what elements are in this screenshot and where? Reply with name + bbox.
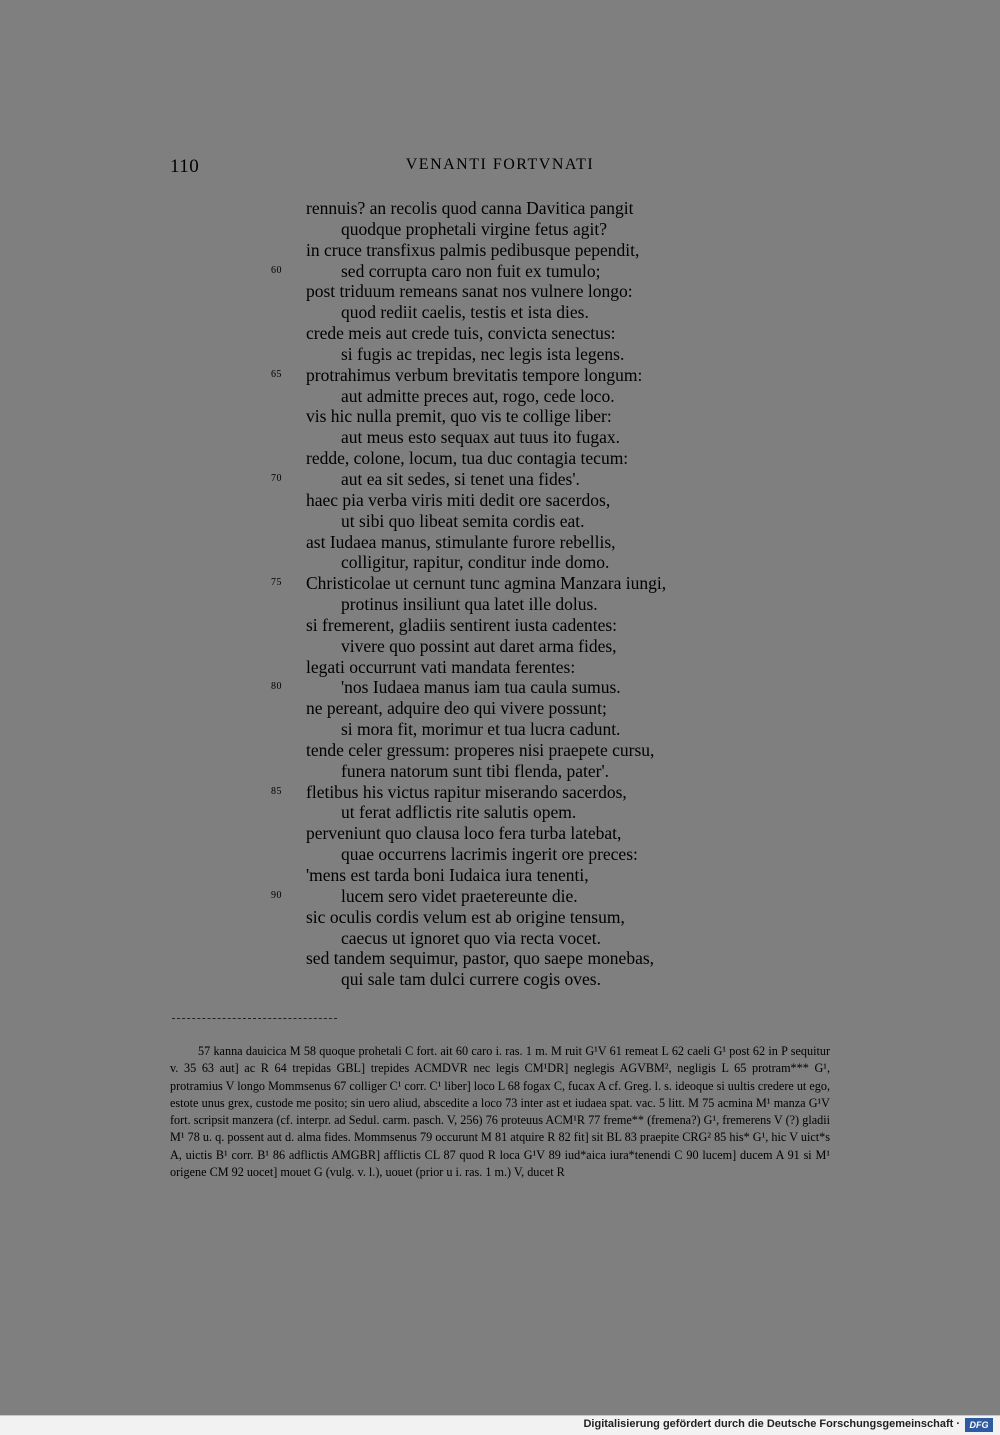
line-number: 90: [271, 889, 282, 901]
verse-text: legati occurrunt vati mandata ferentes:: [306, 656, 576, 677]
verse-line: [0, 240, 1000, 261]
line-number: 60: [271, 264, 282, 276]
verse-text: quae occurrens lacrimis ingerit ore preces:: [341, 844, 638, 865]
verse-text: ut sibi quo libeat semita cordis eat.: [341, 510, 585, 531]
verse-line: [0, 490, 1000, 511]
verse-line: [0, 219, 1000, 240]
verse-line: [0, 719, 1000, 740]
verse-text: ut ferat adflictis rite salutis opem.: [341, 802, 577, 823]
funding-credit: Digitalisierung gefördert durch die Deutsche Forschungsgemeinschaft ·: [583, 1418, 960, 1430]
dfg-logo-icon: DFG: [965, 1418, 993, 1432]
critical-apparatus: 57 kanna dauicica M 58 quoque prohetali C fort. ait 60 caro i. ras. 1 m. M ruit G¹V 61 remeat L 62 caeli G¹ post 62 in P sequitur v. 35 63 aut] ac R 64 trepidas GBL] trepides ACMDVR nec legis CM¹DR] neglegis AGVBM², negligis L 65 protram*** G¹, protramius V longo Mommsenus 67 colliger C¹ corr. C¹ liber] loco L 68 fogax C, fucax A cf. Greg. l. s. ideoque si uultis credere ut ego, estote unus grex, custode me posito; sin uero aliud, abscedite a loco 73 inter ast et iudaea spat. vac. 5 litt. M 75 acmina M¹ manza G¹V fort. scripsit manzera (cf. interpr. ad Sedul. carm. pasch. V, 256) 76 proteuus ACM¹R 77 freme** (fremena?) G¹, fremerens V (?) gladii M¹ 78 u. q. possent aut d. alma fides. Mommsenus 79 occurunt M 81 atquire R 82 fit] sit BL 83 praepite CRG² 85 his* G¹, hic V uict*s A, uictis B¹ corr. B¹ 86 adflictis AMGBR] afflictis CL 87 quod R loca G¹V 89 iud*aica iura*tenendi C 90 lucem] ducem A 91 si M¹ origene CM 92 uocet] mouet G (vulg. v. l.), uouet (prior u i. ras. 1 m.) V, ducet R: [170, 1044, 831, 1180]
verse-text: caecus ut ignoret quo via recta vocet.: [341, 927, 601, 948]
verse-text: ne pereant, adquire deo qui vivere possunt;: [306, 698, 607, 719]
verse-text: aut admitte preces aut, rogo, cede loco.: [341, 385, 615, 406]
verse-text: aut ea sit sedes, si tenet una fides'.: [341, 468, 580, 489]
verse-text: 'mens est tarda boni Iudaica iura tenenti,: [306, 865, 589, 885]
verse-line: [0, 928, 1000, 949]
verse-text: colligitur, rapitur, conditur inde domo.: [341, 552, 610, 573]
verse-line: [0, 698, 1000, 719]
verse-line: [0, 969, 1000, 990]
line-number: 80: [271, 681, 282, 693]
verse-text: crede meis aut crede tuis, convicta senectus:: [306, 323, 616, 344]
verse-text: fletibus his victus rapitur miserando sacerdos,: [306, 781, 627, 802]
verse-line: [0, 406, 1000, 427]
verse-text: quod rediit caelis, testis et ista dies.: [341, 302, 589, 323]
verse-text: rennuis? an recolis quod canna Davitica pangit: [306, 198, 634, 218]
verse-text: vivere quo possint aut daret arma fides,: [341, 635, 617, 656]
poem-text: [0, 198, 1000, 990]
verse-line: [0, 323, 1000, 344]
verse-line: [0, 802, 1000, 823]
verse-line: [0, 552, 1000, 573]
verse-line: [0, 573, 1000, 594]
line-number: 70: [271, 472, 282, 484]
verse-text: Christicolae ut cernunt tunc agmina Manzara iungi,: [306, 573, 667, 594]
verse-text: haec pia verba viris miti dedit ore sacerdos,: [306, 489, 611, 510]
verse-text: si fremerent, gladiis sentirent iusta cadentes:: [306, 614, 618, 635]
verse-line: [0, 448, 1000, 469]
verse-text: in cruce transfixus palmis pedibusque pependit,: [306, 239, 640, 260]
verse-text: quodque prophetali virgine fetus agit?: [341, 218, 607, 239]
verse-line: [0, 907, 1000, 928]
verse-line: [0, 511, 1000, 532]
verse-line: [0, 677, 1000, 698]
line-number: 85: [271, 785, 282, 797]
verse-text: sed tandem sequimur, pastor, quo saepe monebas,: [306, 948, 655, 969]
verse-line: [0, 365, 1000, 386]
verse-text: lucem sero videt praetereunte die.: [341, 885, 578, 906]
verse-text: qui sale tam dulci currere cogis oves.: [341, 969, 601, 990]
verse-line: [0, 865, 1000, 886]
verse-text: post triduum remeans sanat nos vulnere longo:: [306, 281, 633, 302]
verse-line: [0, 740, 1000, 761]
verse-line: [0, 657, 1000, 678]
verse-line: [0, 948, 1000, 969]
verse-line: [0, 386, 1000, 407]
verse-line: [0, 198, 1000, 219]
footer-bar: [0, 1415, 1000, 1435]
verse-line: [0, 823, 1000, 844]
verse-text: protrahimus verbum brevitatis tempore longum:: [306, 364, 643, 385]
verse-line: [0, 615, 1000, 636]
page-header: [170, 156, 830, 180]
verse-text: aut meus esto sequax aut tuus ito fugax.: [341, 427, 620, 448]
verse-text: 'nos Iudaea manus iam tua caula sumus.: [341, 677, 621, 698]
verse-line: [0, 761, 1000, 782]
running-head: VENANTI FORTVNATI: [405, 156, 595, 173]
line-number: 65: [271, 368, 282, 380]
verse-text: redde, colone, locum, tua duc contagia tecum:: [306, 448, 629, 469]
verse-text: si fugis ac trepidas, nec legis ista legens.: [341, 343, 625, 364]
verse-text: protinus insiliunt qua latet ille dolus.: [341, 594, 598, 615]
verse-line: [0, 844, 1000, 865]
verse-text: ast Iudaea manus, stimulante furore rebellis,: [306, 531, 616, 552]
verse-text: funera natorum sunt tibi flenda, pater'.: [341, 760, 609, 781]
verse-line: [0, 281, 1000, 302]
verse-line: [0, 636, 1000, 657]
verse-line: [0, 532, 1000, 553]
verse-text: sic oculis cordis velum est ab origine tensum,: [306, 906, 625, 927]
line-number: 75: [271, 577, 282, 589]
verse-line: [0, 302, 1000, 323]
verse-text: perveniunt quo clausa loco fera turba latebat,: [306, 823, 622, 844]
verse-line: [0, 469, 1000, 490]
verse-line: [0, 427, 1000, 448]
verse-line: [0, 782, 1000, 803]
verse-line: [0, 261, 1000, 282]
verse-text: sed corrupta caro non fuit ex tumulo;: [341, 260, 601, 281]
verse-text: si mora fit, morimur et tua lucra cadunt.: [341, 719, 621, 740]
verse-line: [0, 344, 1000, 365]
verse-text: vis hic nulla premit, quo vis te collige liber:: [306, 406, 612, 427]
page-number: 110: [170, 156, 200, 177]
verse-text: tende celer gressum: properes nisi praepete cursu,: [306, 739, 655, 760]
footnote-rule: [172, 1018, 337, 1019]
verse-line: [0, 886, 1000, 907]
verse-line: [0, 594, 1000, 615]
